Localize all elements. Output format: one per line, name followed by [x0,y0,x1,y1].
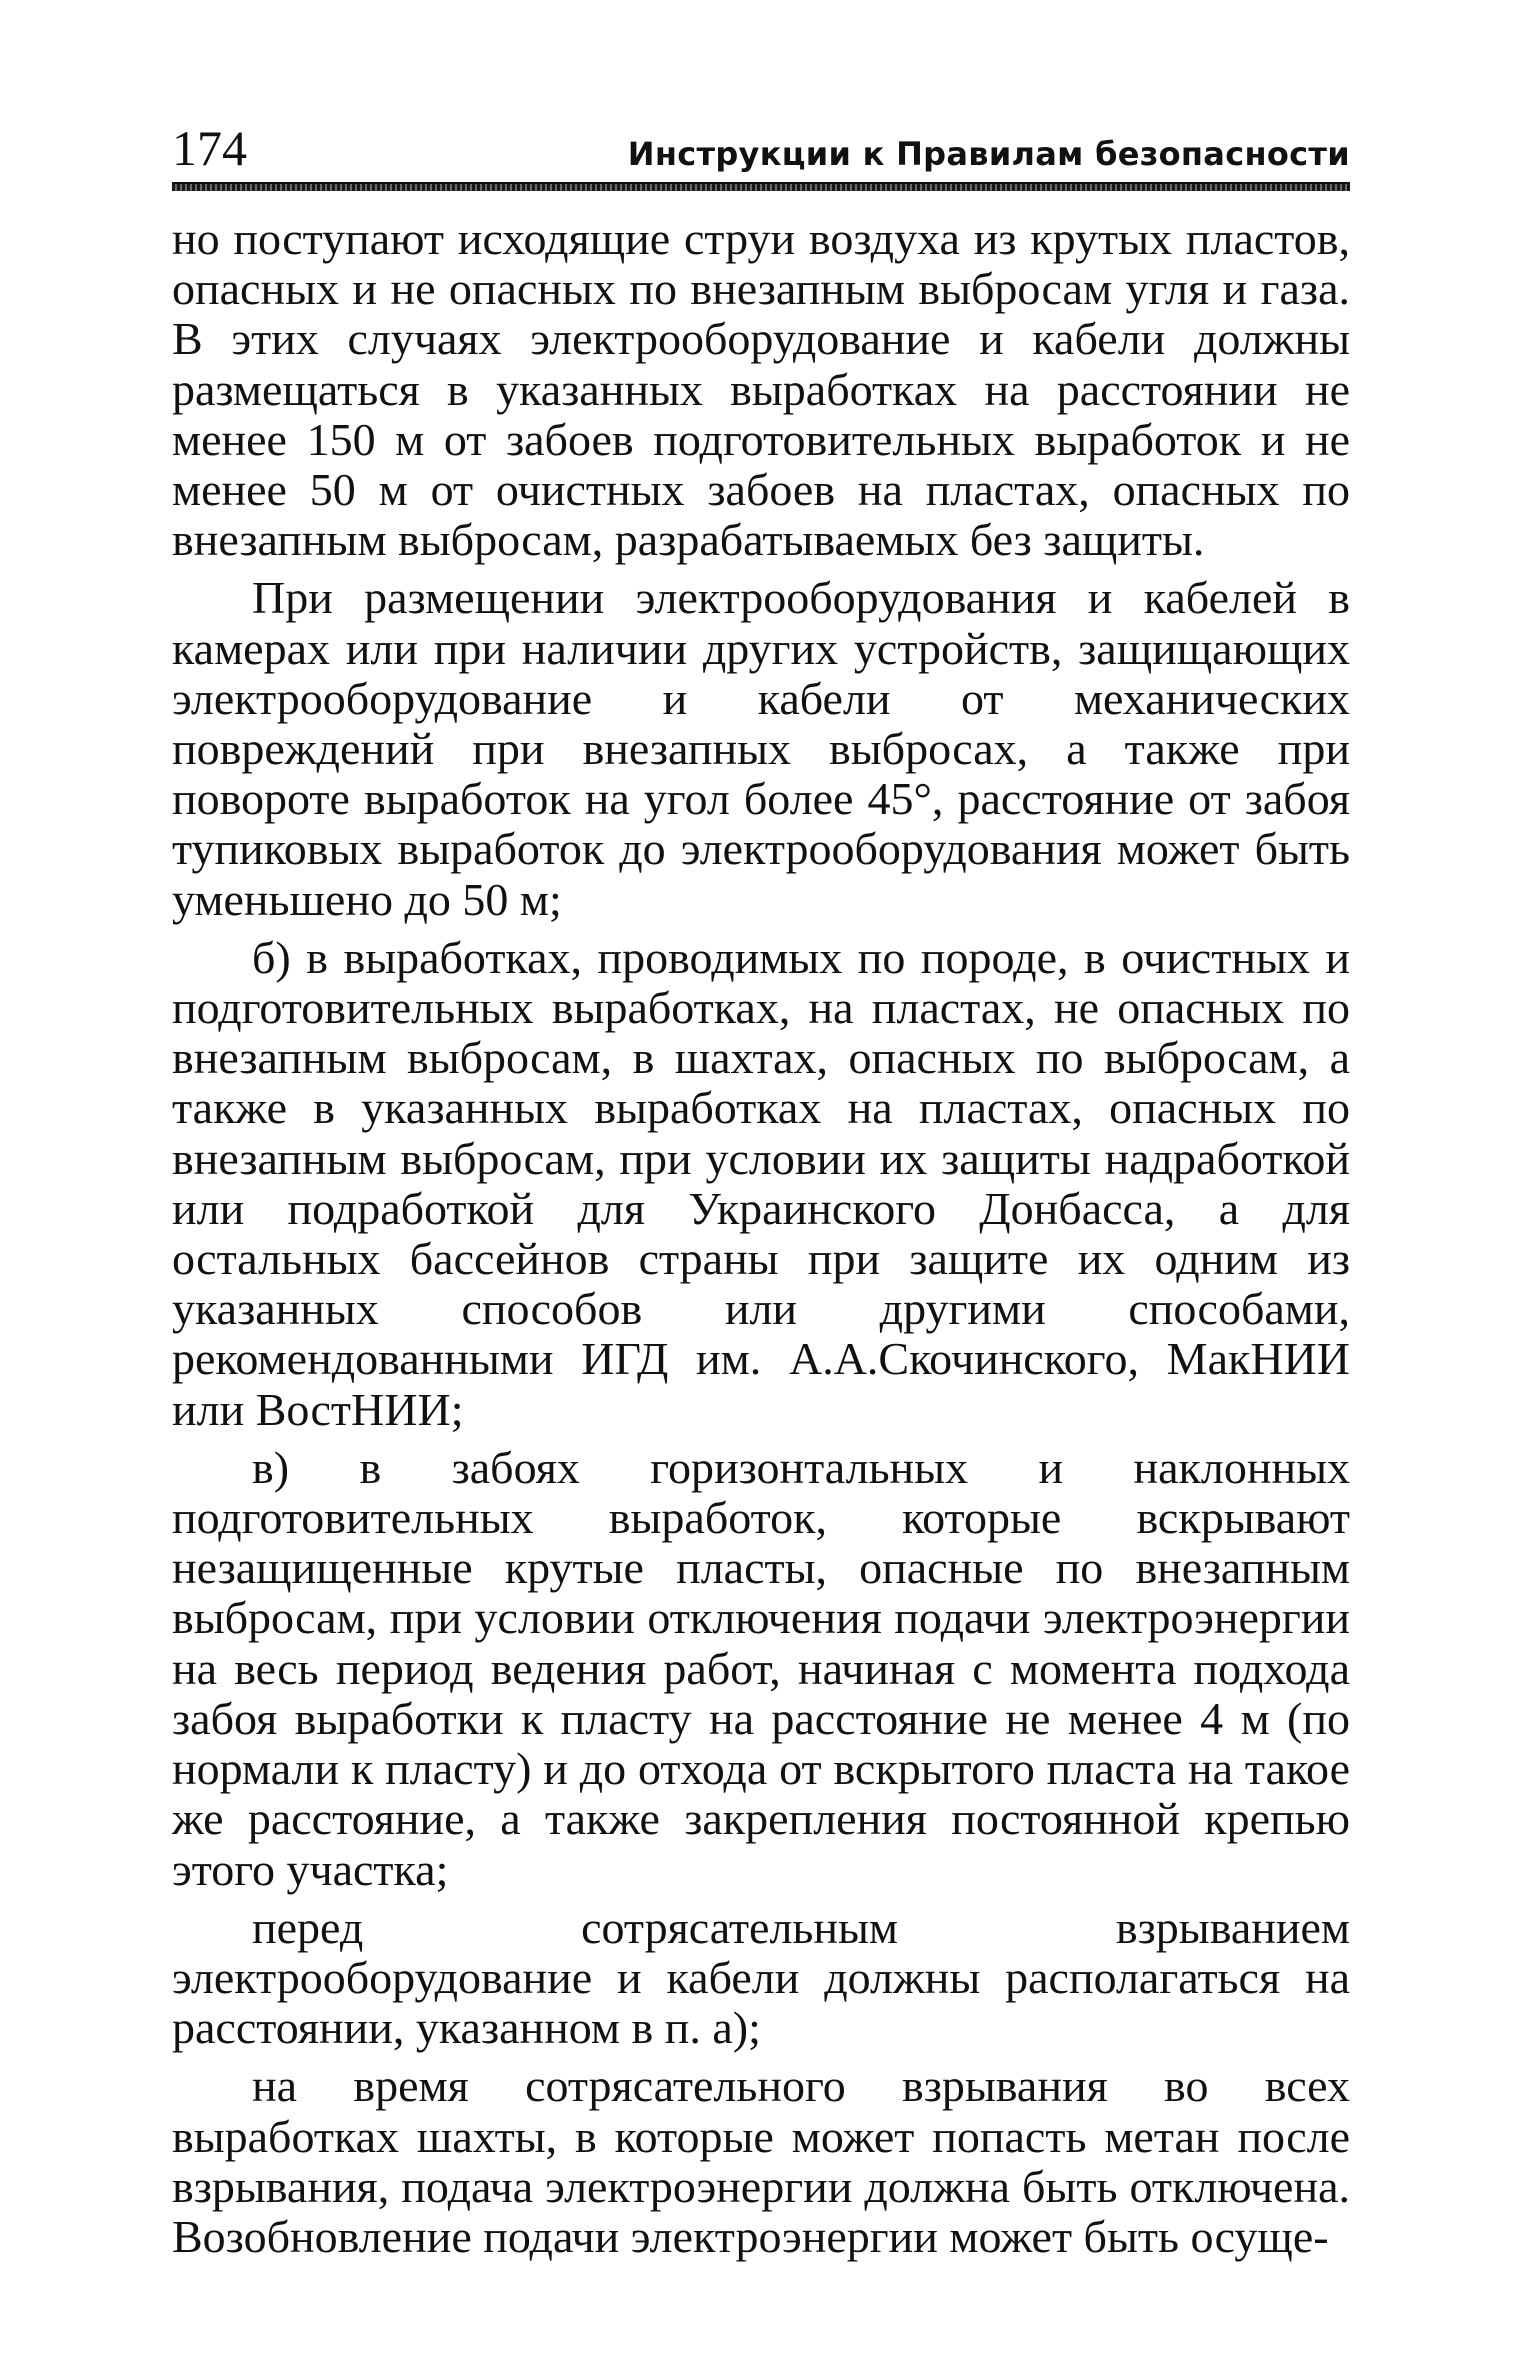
paragraph-2: При размещении электрооборудования и кабелей в камерах или при наличии других устройств, защищающих электрооборудование и кабели от механических повреждений при внезапных выбросах, а также при повороте выработок на угол более 45°, расстояние от забоя тупиковых выработок до электрооборудования может быть уменьшено до 50 м; [172,572,1350,925]
paragraph-4: в) в забоях горизонтальных и наклонных подготовительных выработок, которые вскрывают незащищенные крутые пласты, опасные по внезапным выбросам, при условии отключения подачи электроэнергии на весь период ведения работ, начиная с момента подхода забоя выработки к пласту на расстояние не менее 4 м (по нормали к пласту) и до отхода от вскрытого пласта на такое же расстояние, а также закрепления постоянной крепью этого участка; [172,1441,1350,1895]
paragraph-1: но поступают исходящие струи воздуха из крутых пластов, опасных и не опасных по внезапным выбросам угля и газа. В этих случаях электрооборудование и кабели должны размещаться в указанных выработках на расстоянии не менее 150 м от забоев подготовительных выработок и не менее 50 м от очистных забоев на пластах, опасных по внезапным выбросам, разрабатываемых без защиты. [172,213,1350,566]
body-text [172,214,1350,2262]
paragraph-5: перед сотрясательным взрыванием электрооборудование и кабели должны располагаться на расстоянии, указанном в п. а); [172,1901,1350,2054]
paragraph-6: на время сотрясательного взрывания во всех выработках шахты, в которые может попасть метан после взрывания, подача электроэнергии должна быть отключена. Возобновление подачи электроэнергии может быть осуще- [172,2060,1350,2262]
running-title: Инструкции к Правилам безопасности [627,135,1350,173]
paragraph-3: б) в выработках, проводимых по породе, в очистных и подготовительных выработках, на пластах, не опасных по внезапным выбросам, в шахтах, опасных по выбросам, а также в указанных выработках на пластах, опасных по внезапным выбросам, при условии их защиты надработкой или подработкой для Украинского Донбасса, а для остальных бассейнов страны при защите их одним из указанных способов или другими способами, рекомендованными ИГД им. А.А.Скочинского, МакНИИ или ВостНИИ; [172,931,1350,1435]
page-number: 174 [172,120,247,176]
page-header [172,118,1350,182]
header-rule [172,182,1350,191]
